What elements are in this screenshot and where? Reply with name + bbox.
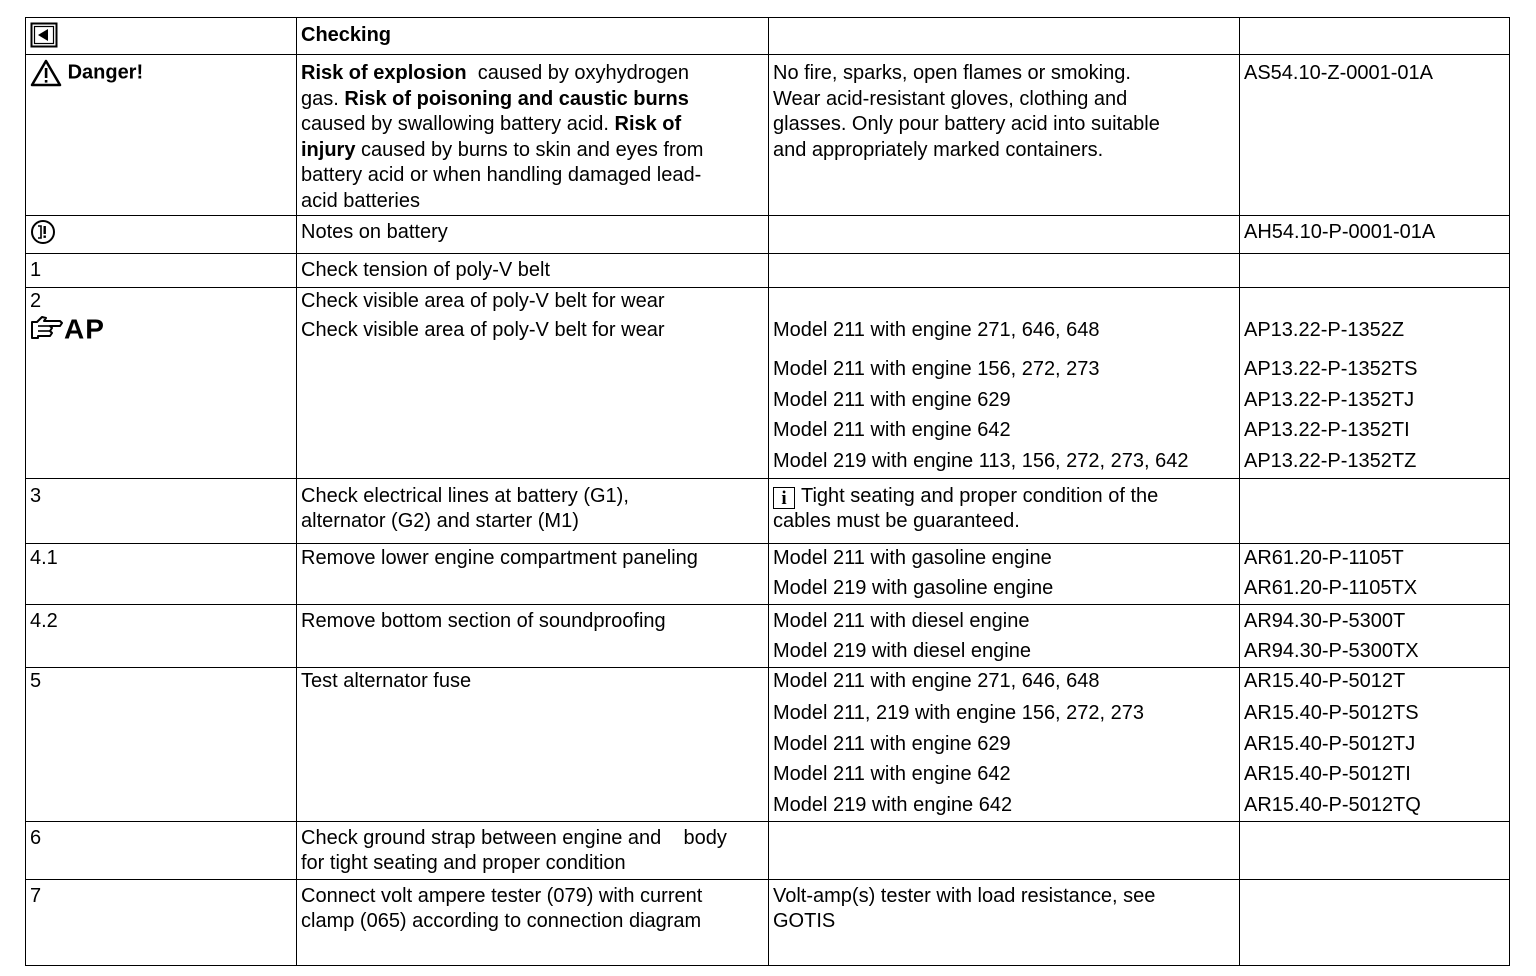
danger-ref-cell xyxy=(1240,55,1510,216)
danger-risk-text xyxy=(301,61,764,214)
info-text: Tight seating and proper condition of the xyxy=(801,484,1159,507)
empty-cell xyxy=(769,253,1240,287)
step-row xyxy=(26,879,1510,965)
step-number-cell xyxy=(26,478,297,543)
step-number-cell xyxy=(26,253,297,287)
ref-link[interactable]: AR94.30-P-5300T xyxy=(1244,609,1406,632)
step-text-cell xyxy=(297,543,769,604)
step-row xyxy=(26,287,1510,478)
danger-measure-cell xyxy=(769,55,1240,216)
danger-measure-line: Wear acid-resistant gloves, clothing and xyxy=(773,87,1128,110)
ref-link[interactable]: AR15.40-P-5012TQ xyxy=(1244,793,1421,816)
model-line: Model 219 with engine 642 xyxy=(773,793,1013,816)
danger-label: Danger! xyxy=(67,61,144,84)
step-row xyxy=(26,821,1510,879)
step-row xyxy=(26,253,1510,287)
danger-risk-cell xyxy=(297,55,769,216)
ref-link[interactable]: AR15.40-P-5012TS xyxy=(1244,702,1419,724)
ref-link[interactable]: AR61.20-P-1105TX xyxy=(1244,577,1418,599)
danger-label-cell xyxy=(26,55,297,216)
model-line: Model 219 with diesel engine xyxy=(773,640,1031,662)
ap-label: AP xyxy=(64,313,105,345)
ref-link[interactable]: AR61.20-P-1105T xyxy=(1244,546,1404,569)
step-text: Remove bottom section of soundproofing xyxy=(301,609,666,632)
model-line: Model 211 with engine 629 xyxy=(773,388,1011,411)
danger-row xyxy=(26,55,1510,216)
step-text: Check ground strap between engine and body xyxy=(301,826,727,849)
step-row xyxy=(26,604,1510,667)
danger-risk-line xyxy=(301,163,764,189)
step-text: Check visible area of poly-V belt for wear xyxy=(301,289,665,312)
back-arrow-icon[interactable] xyxy=(30,22,58,48)
step-text-cell xyxy=(297,667,769,821)
risk-emphasis: injury xyxy=(301,138,356,161)
step-number: 5 xyxy=(30,669,42,692)
risk-emphasis: Risk of poisoning and caustic burns xyxy=(344,87,689,110)
model-line: Model 211 with engine 629 xyxy=(773,732,1011,755)
step-number-cell xyxy=(26,287,297,478)
page-title-cell xyxy=(297,18,769,55)
ref-link[interactable]: AP13.22-P-1352TS xyxy=(1244,358,1418,380)
step-text: for tight seating and proper condition xyxy=(301,852,626,874)
danger-measure-line: and appropriately marked containers. xyxy=(773,138,1104,161)
step-row xyxy=(26,478,1510,543)
model-cell xyxy=(769,287,1240,478)
notes-icon-cell xyxy=(26,216,297,254)
model-cell xyxy=(769,667,1240,821)
risk-text: caused by oxyhydrogen xyxy=(466,62,689,84)
risk-text: caused by burns to skin and eyes from xyxy=(355,138,704,161)
ref-link[interactable]: AP13.22-P-1352TJ xyxy=(1244,388,1415,411)
ref-cell xyxy=(1240,543,1510,604)
step-text-cell xyxy=(297,821,769,879)
risk-text: acid batteries xyxy=(301,189,420,212)
step-text: Check tension of poly-V belt xyxy=(301,258,551,281)
ref-link[interactable]: AR94.30-P-5300TX xyxy=(1244,640,1419,662)
step-number-cell xyxy=(26,543,297,604)
ref-link[interactable]: AR15.40-P-5012TI xyxy=(1244,763,1411,785)
step-text: alternator (G2) and starter (M1) xyxy=(301,510,579,532)
info-cell xyxy=(769,879,1240,965)
step-text-cell xyxy=(297,879,769,965)
notes-ref-link[interactable]: AH54.10-P-0001-01A xyxy=(1244,221,1436,243)
empty-cell xyxy=(1240,879,1510,965)
risk-text: gas. xyxy=(301,87,345,110)
empty-cell xyxy=(769,216,1240,254)
step-ap-text: Check visible area of poly-V belt for wear xyxy=(301,319,665,341)
step-row xyxy=(26,667,1510,821)
danger-risk-line xyxy=(301,87,764,113)
step-text: Remove lower engine compartment paneling xyxy=(301,546,698,569)
ref-link[interactable]: AP13.22-P-1352Z xyxy=(1244,318,1405,341)
ref-cell xyxy=(1240,287,1510,478)
step-text: clamp (065) according to connection diagram xyxy=(301,910,702,932)
model-line: Model 211, 219 with engine 156, 272, 273 xyxy=(773,702,1145,724)
page-title: Checking xyxy=(301,24,392,46)
empty-cell xyxy=(1240,253,1510,287)
notes-text-cell xyxy=(297,216,769,254)
notes-text: Notes on battery xyxy=(301,221,448,243)
procedure-table xyxy=(25,17,1510,966)
info-text: GOTIS xyxy=(773,910,836,932)
step-text-cell xyxy=(297,253,769,287)
step-number-cell xyxy=(26,821,297,879)
danger-risk-line xyxy=(301,61,764,87)
step-text-cell xyxy=(297,287,769,478)
empty-cell xyxy=(769,821,1240,879)
info-text: cables must be guaranteed. xyxy=(773,510,1020,532)
step-number: 3 xyxy=(30,484,42,507)
risk-emphasis: Risk of explosion xyxy=(301,62,467,84)
danger-measure-line: No fire, sparks, open flames or smoking. xyxy=(773,62,1131,84)
info-text: Volt-amp(s) tester with load resistance, see xyxy=(773,884,1156,907)
info-icon: i xyxy=(773,487,795,509)
model-line: Model 219 with engine 113, 156, 272, 273, 642 xyxy=(773,449,1189,472)
step-row xyxy=(26,543,1510,604)
risk-emphasis: Risk of xyxy=(614,113,682,135)
model-cell xyxy=(769,604,1240,667)
note-icon xyxy=(30,219,58,245)
warning-triangle-icon xyxy=(30,59,62,87)
header-row xyxy=(26,18,1510,55)
ref-link[interactable]: AR15.40-P-5012TJ xyxy=(1244,732,1416,755)
danger-risk-line xyxy=(301,112,764,138)
danger-ref-link[interactable]: AS54.10-Z-0001-01A xyxy=(1244,62,1434,84)
empty-cell xyxy=(769,18,1240,55)
danger-measure-line: glasses. Only pour battery acid into suitable xyxy=(773,113,1160,135)
model-cell xyxy=(769,543,1240,604)
step-text: Check electrical lines at battery (G1), xyxy=(301,484,629,507)
back-cell xyxy=(26,18,297,55)
ref-link[interactable]: AP13.22-P-1352TZ xyxy=(1244,449,1417,472)
step-number: 1 xyxy=(30,258,42,281)
step-number-cell xyxy=(26,879,297,965)
danger-risk-line xyxy=(301,189,764,215)
model-line: Model 211 with engine 642 xyxy=(773,419,1011,441)
step-number: 6 xyxy=(30,826,42,849)
ref-cell xyxy=(1240,604,1510,667)
notes-row xyxy=(26,216,1510,254)
notes-ref-cell xyxy=(1240,216,1510,254)
model-line: Model 211 with engine 271, 646, 648 xyxy=(773,318,1100,341)
risk-text: battery acid or when handling damaged lead- xyxy=(301,164,702,186)
step-number-cell xyxy=(26,667,297,821)
step-text-cell xyxy=(297,604,769,667)
step-text-cell xyxy=(297,478,769,543)
empty-cell xyxy=(1240,478,1510,543)
pointing-hand-icon xyxy=(30,316,64,342)
empty-cell xyxy=(1240,821,1510,879)
step-number: 4.1 xyxy=(30,546,58,569)
step-text: Test alternator fuse xyxy=(301,669,472,692)
step-number: 7 xyxy=(30,884,42,907)
step-number: 4.2 xyxy=(30,609,58,632)
model-line: Model 211 with engine 156, 272, 273 xyxy=(773,358,1100,380)
ref-link[interactable]: AR15.40-P-5012T xyxy=(1244,669,1406,692)
ref-link[interactable]: AP13.22-P-1352TI xyxy=(1244,419,1410,441)
step-text: Connect volt ampere tester (079) with current xyxy=(301,884,703,907)
ref-cell xyxy=(1240,667,1510,821)
step-number: 2 xyxy=(30,289,42,312)
model-line: Model 211 with engine 271, 646, 648 xyxy=(773,669,1100,692)
model-line: Model 211 with diesel engine xyxy=(773,609,1030,632)
risk-text: caused by swallowing battery acid. xyxy=(301,113,615,135)
model-line: Model 219 with gasoline engine xyxy=(773,577,1054,599)
step-number-cell xyxy=(26,604,297,667)
empty-cell xyxy=(1240,18,1510,55)
info-cell xyxy=(769,478,1240,543)
model-line: Model 211 with gasoline engine xyxy=(773,546,1052,569)
danger-risk-line xyxy=(301,138,764,164)
model-line: Model 211 with engine 642 xyxy=(773,763,1011,785)
